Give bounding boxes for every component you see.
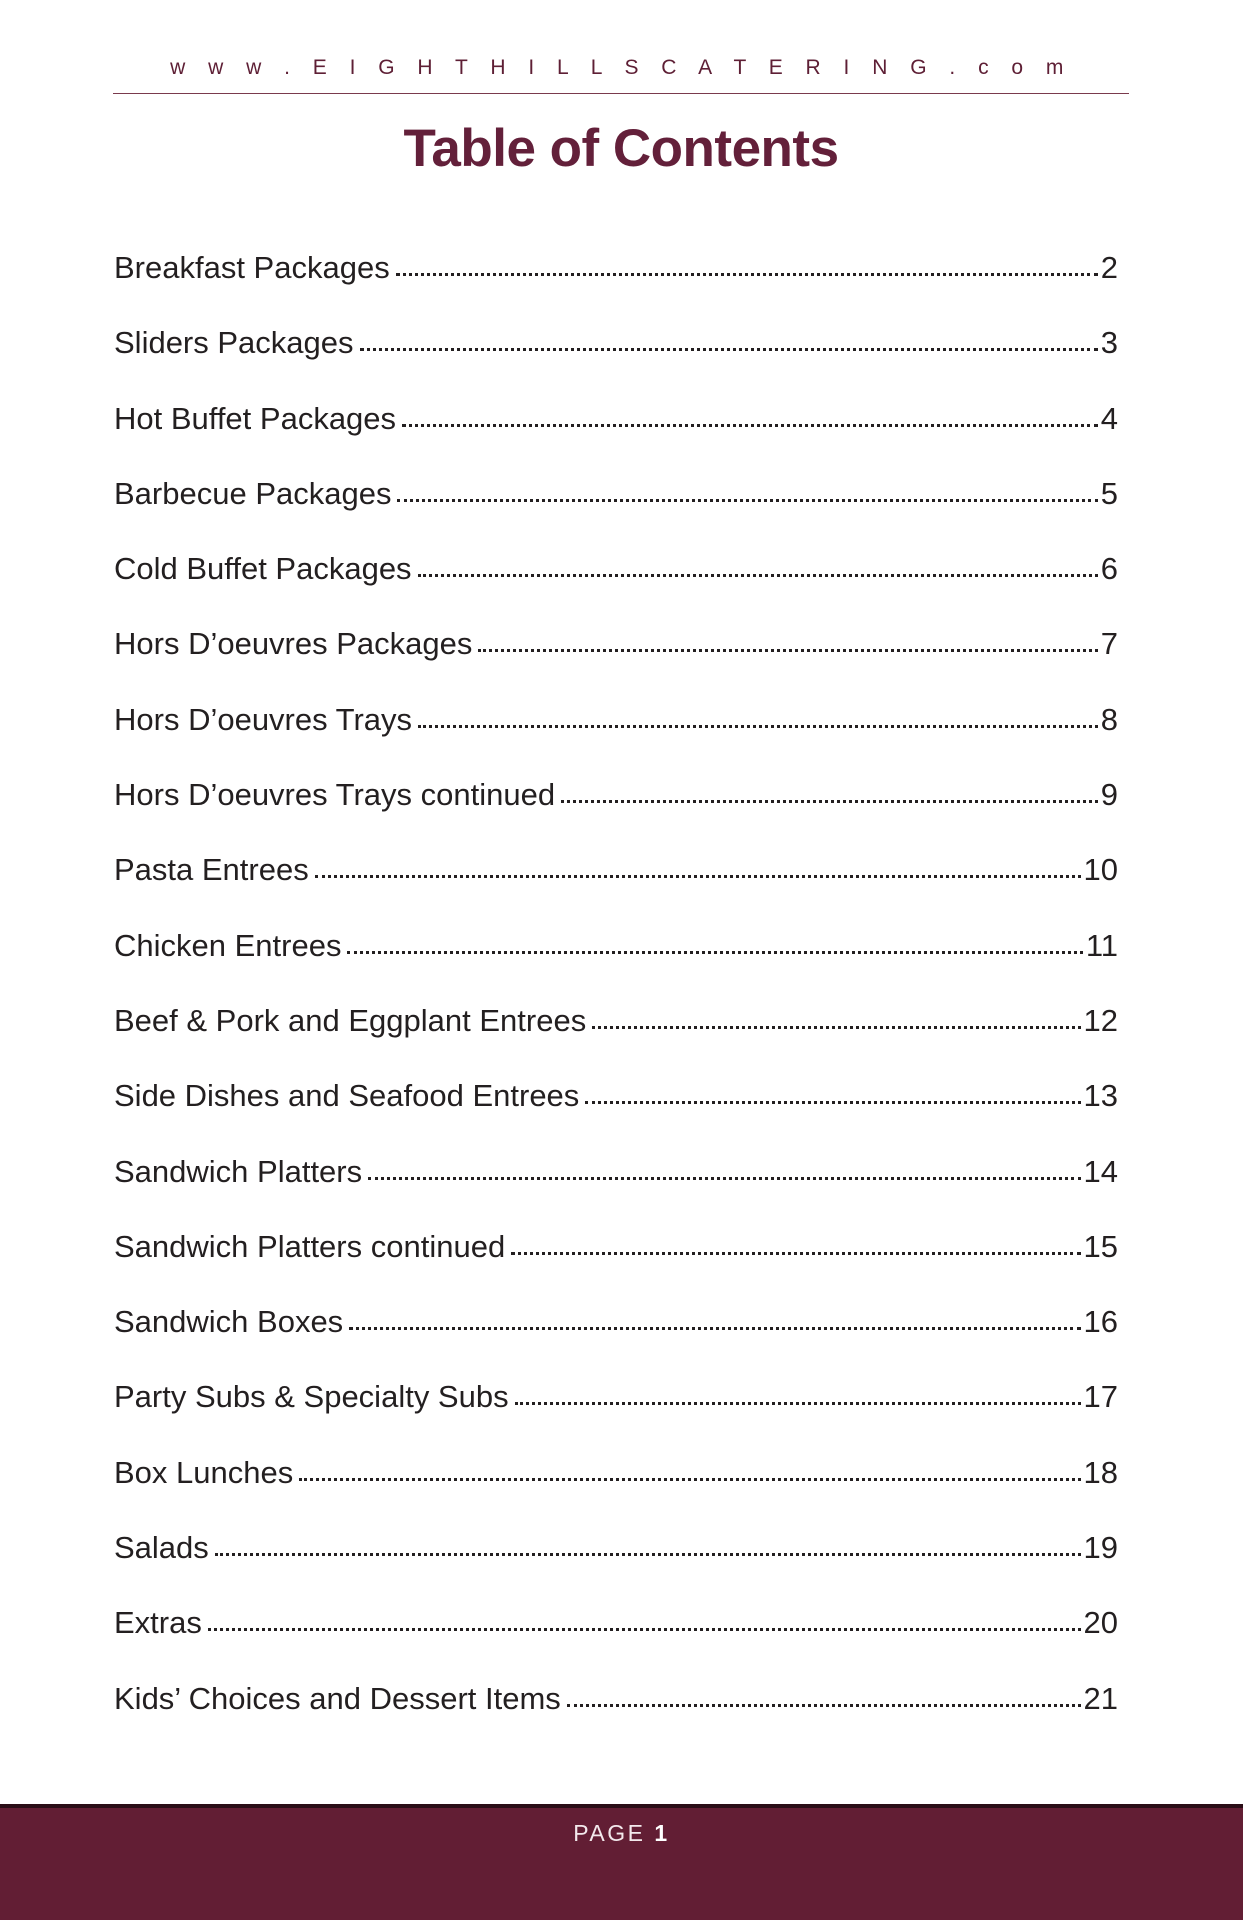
toc-entry-label: Box Lunches	[114, 1454, 294, 1490]
toc-entry-page-number: 10	[1083, 852, 1118, 888]
toc-entry-page-number: 11	[1085, 927, 1118, 963]
toc-entry-page-number: 14	[1083, 1153, 1118, 1189]
toc-entry-page-number: 21	[1083, 1680, 1118, 1716]
site-url: w w w . E I G H T H I L L S C A T E R I N G . c o m	[170, 56, 1072, 79]
toc-entry-page-number: 18	[1083, 1454, 1118, 1490]
toc-entry-label: Sliders Packages	[114, 325, 354, 361]
toc-entry[interactable]	[114, 1530, 1118, 1605]
toc-entry-page-number: 6	[1100, 551, 1118, 587]
toc-entry-label: Cold Buffet Packages	[114, 551, 412, 587]
toc-entry-page-number: 2	[1100, 250, 1118, 285]
toc-dot-leader	[561, 800, 1098, 803]
toc-entry-label: Side Dishes and Seafood Entrees	[114, 1078, 580, 1114]
toc-entry[interactable]	[114, 777, 1118, 852]
toc-entry-page-number: 13	[1083, 1078, 1118, 1114]
toc-dot-leader	[478, 649, 1097, 652]
toc-entry-label: Sandwich Platters continued	[114, 1228, 506, 1264]
toc-dot-leader	[515, 1402, 1081, 1405]
toc-entry-page-number: 19	[1083, 1530, 1118, 1566]
toc-entry-label: Barbecue Packages	[114, 475, 392, 511]
toc-entry[interactable]	[114, 1379, 1118, 1454]
toc-entry-label: Pasta Entrees	[114, 852, 309, 888]
toc-entry[interactable]	[114, 1681, 1118, 1756]
toc-entry-label: Party Subs & Specialty Subs	[114, 1379, 509, 1415]
toc-dot-leader	[402, 424, 1098, 427]
toc-entry-page-number: 16	[1083, 1304, 1118, 1340]
toc-entry-label: Hors D’oeuvres Packages	[114, 626, 473, 662]
toc-dot-leader	[418, 574, 1098, 577]
toc-dot-leader	[396, 273, 1098, 276]
toc-entry[interactable]	[114, 928, 1118, 1003]
toc-entry[interactable]	[114, 1304, 1118, 1379]
toc-entry-page-number: 20	[1083, 1605, 1118, 1641]
header-divider	[113, 93, 1129, 94]
toc-entry-page-number: 8	[1100, 701, 1118, 737]
toc-dot-leader	[585, 1101, 1080, 1104]
toc-entry[interactable]	[114, 852, 1118, 927]
toc-dot-leader	[208, 1628, 1081, 1631]
page-number: 1	[654, 1820, 670, 1846]
toc-entry[interactable]	[114, 702, 1118, 777]
toc-entry-page-number: 7	[1100, 626, 1118, 662]
toc-dot-leader	[592, 1026, 1080, 1029]
table-of-contents	[114, 250, 1118, 1756]
toc-dot-leader	[315, 875, 1081, 878]
toc-entry-label: Sandwich Boxes	[114, 1304, 344, 1340]
toc-entry-label: Hors D’oeuvres Trays continued	[114, 777, 556, 813]
toc-entry[interactable]	[114, 1078, 1118, 1153]
toc-entry[interactable]	[114, 1229, 1118, 1304]
page-word: PAGE	[573, 1820, 646, 1846]
toc-entry-page-number: 3	[1100, 325, 1118, 361]
toc-dot-leader	[360, 348, 1098, 351]
toc-entry-label: Salads	[114, 1530, 209, 1566]
toc-entry-page-number: 12	[1083, 1002, 1118, 1038]
toc-entry[interactable]	[114, 325, 1118, 400]
toc-entry-page-number: 9	[1100, 777, 1118, 813]
toc-dot-leader	[567, 1704, 1081, 1707]
toc-entry[interactable]	[114, 1455, 1118, 1530]
toc-dot-leader	[349, 1327, 1080, 1330]
toc-entry-page-number: 5	[1100, 475, 1118, 511]
toc-entry-label: Beef & Pork and Eggplant Entrees	[114, 1002, 587, 1038]
toc-entry-page-number: 4	[1100, 400, 1118, 436]
page-number-label	[0, 1820, 1243, 1847]
toc-dot-leader	[368, 1177, 1080, 1180]
toc-entry[interactable]	[114, 551, 1118, 626]
toc-dot-leader	[418, 725, 1098, 728]
toc-entry-label: Kids’ Choices and Dessert Items	[114, 1680, 561, 1716]
toc-entry-label: Extras	[114, 1605, 202, 1641]
toc-entry-label: Hors D’oeuvres Trays	[114, 701, 413, 737]
toc-entry-label: Chicken Entrees	[114, 927, 342, 963]
toc-entry-label: Sandwich Platters	[114, 1153, 363, 1189]
toc-entry-label: Hot Buffet Packages	[114, 400, 397, 436]
toc-dot-leader	[397, 499, 1097, 502]
toc-dot-leader	[511, 1252, 1080, 1255]
toc-dot-leader	[347, 951, 1082, 954]
toc-dot-leader	[299, 1478, 1080, 1481]
toc-entry[interactable]	[114, 1003, 1118, 1078]
toc-entry-page-number: 15	[1083, 1228, 1118, 1264]
toc-entry-page-number: 17	[1083, 1379, 1118, 1415]
toc-entry[interactable]	[114, 401, 1118, 476]
toc-entry[interactable]	[114, 250, 1118, 325]
toc-entry[interactable]	[114, 1605, 1118, 1680]
page-title: Table of Contents	[403, 119, 839, 178]
toc-entry[interactable]	[114, 476, 1118, 551]
toc-entry[interactable]	[114, 1154, 1118, 1229]
toc-entry-label: Breakfast Packages	[114, 250, 390, 285]
toc-dot-leader	[215, 1553, 1081, 1556]
toc-entry[interactable]	[114, 626, 1118, 701]
